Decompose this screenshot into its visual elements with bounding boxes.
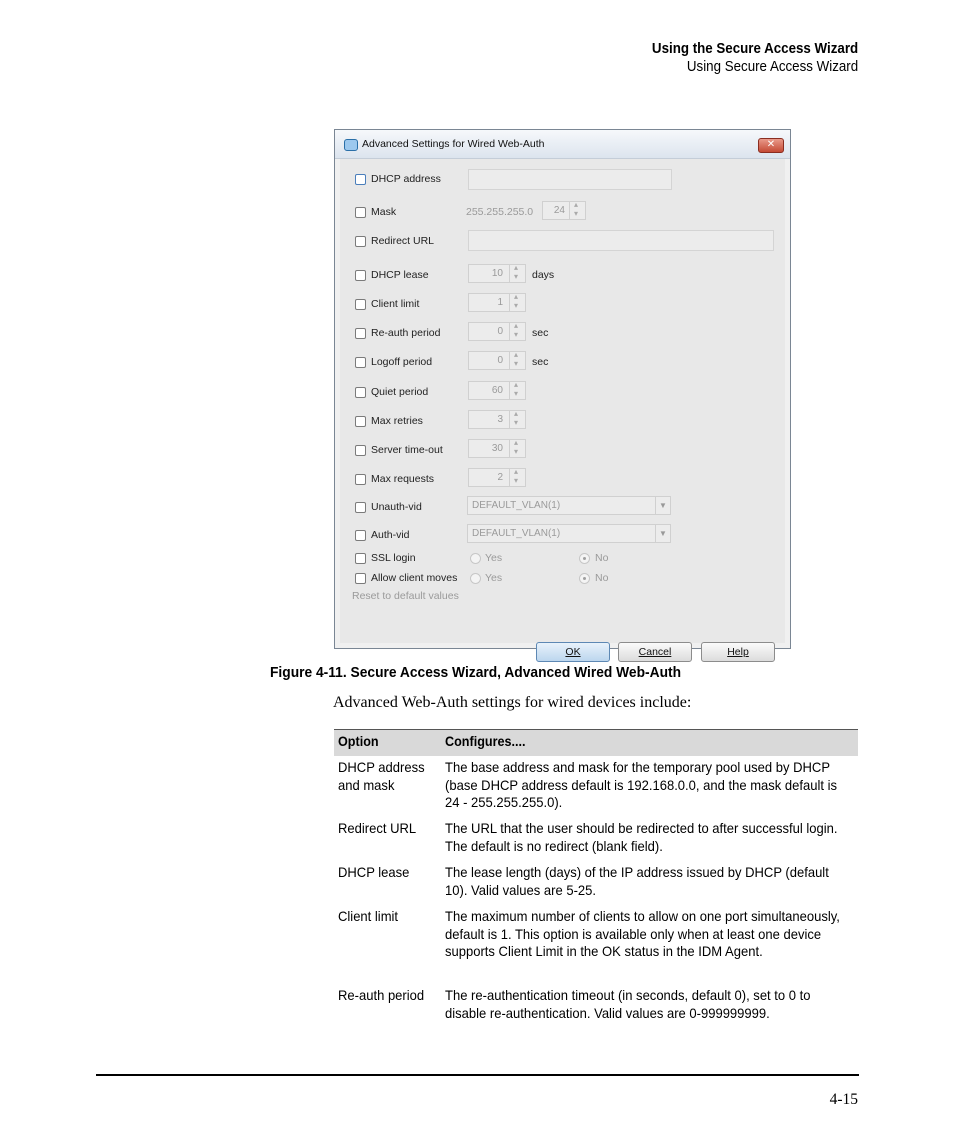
server-timeout-spinner[interactable] (468, 439, 526, 458)
reauth-period-unit: sec (532, 327, 549, 339)
quiet-period-value: 60 (491, 385, 503, 396)
table-cell-desc: The lease length (days) of the IP address issued by DHCP (default 10). Valid values are 5-25. (445, 864, 829, 898)
allow-client-moves-label: Allow client moves (371, 572, 458, 584)
table-cell-option: Client limit (338, 908, 399, 924)
reauth-period-checkbox[interactable] (355, 328, 366, 339)
dhcp-lease-spinner[interactable] (468, 264, 526, 283)
reauth-period-value: 0 (497, 326, 503, 337)
redirect-url-input[interactable] (468, 230, 774, 251)
max-requests-spinner[interactable] (468, 468, 526, 487)
server-timeout-checkbox[interactable] (355, 445, 366, 456)
allow-client-moves-no-label: No (595, 572, 609, 584)
max-requests-value: 2 (497, 472, 503, 483)
spinner-arrows-icon[interactable] (509, 411, 525, 428)
logoff-period-label: Logoff period (371, 356, 433, 368)
max-requests-label: Max requests (371, 473, 435, 485)
help-button[interactable] (701, 642, 775, 662)
dialog-title-bar[interactable] (335, 130, 790, 159)
auth-vid-checkbox[interactable] (355, 530, 366, 541)
running-header-chapter: Using the Secure Access Wizard (651, 41, 858, 57)
app-icon (344, 139, 358, 151)
dialog-title: Advanced Settings for Wired Web-Auth (362, 138, 545, 150)
page-number: 4-15 (829, 1091, 858, 1108)
cancel-button-label: Cancel (638, 646, 672, 658)
reauth-period-label: Re-auth period (371, 327, 441, 339)
mask-checkbox[interactable] (355, 207, 366, 218)
table-cell-desc: The maximum number of clients to allow on one port simultaneously, default is 1. This option is available only when at least one device supports Client Limit in the OK status in the IDM Agent. (445, 908, 840, 959)
ssl-login-label: SSL login (371, 552, 416, 564)
help-button-label: Help (727, 646, 749, 658)
table-cell-option: DHCP lease (338, 864, 410, 880)
mask-bits-value: 24 (553, 205, 565, 216)
figure-caption: Figure 4-11. Secure Access Wizard, Advanced Wired Web-Auth (270, 664, 682, 681)
spinner-arrows-icon[interactable] (509, 352, 525, 369)
ok-button[interactable] (536, 642, 610, 662)
cancel-button[interactable] (618, 642, 692, 662)
header-configures: Configures.... (445, 733, 526, 749)
allow-client-moves-yes-radio[interactable] (470, 573, 481, 584)
table-cell-desc: The re-authentication timeout (in seconds, default 0), set to 0 to disable re-authentication. Valid values are 0-999999999. (445, 987, 811, 1021)
spinner-arrows-icon[interactable] (509, 265, 525, 282)
table-cell-desc: The base address and mask for the temporary pool used by DHCP (base DHCP address default is 192.168.0.0, and the mask default is 24 - 255.255.255.0). (445, 759, 838, 810)
client-limit-checkbox[interactable] (355, 299, 366, 310)
ssl-login-no-label: No (595, 552, 609, 564)
max-retries-spinner[interactable] (468, 410, 526, 429)
max-requests-checkbox[interactable] (355, 474, 366, 485)
table-cell-desc: The URL that the user should be redirected to after successful login. The default is no redirect (blank field). (445, 820, 838, 854)
mask-label: Mask (371, 206, 397, 218)
client-limit-value: 1 (497, 297, 503, 308)
table-cell-option: Re-auth period (338, 987, 425, 1003)
reset-defaults-link[interactable]: Reset to default values (352, 590, 459, 602)
spinner-arrows-icon[interactable] (509, 294, 525, 311)
intro-paragraph: Advanced Web-Auth settings for wired devices include: (333, 694, 692, 711)
table-cell-option: DHCP address and mask (338, 759, 425, 793)
auth-vid-value: DEFAULT_VLAN(1) (472, 528, 561, 539)
dialog-body (340, 159, 785, 658)
ssl-login-no-radio[interactable] (579, 553, 590, 564)
spinner-arrows-icon[interactable] (509, 440, 525, 457)
close-icon[interactable]: ✕ (758, 138, 784, 153)
ssl-login-checkbox[interactable] (355, 553, 366, 564)
dhcp-lease-label: DHCP lease (371, 269, 429, 281)
chevron-down-icon[interactable]: ▼ (655, 525, 670, 542)
redirect-url-label: Redirect URL (371, 235, 435, 247)
quiet-period-label: Quiet period (371, 386, 429, 398)
client-limit-label: Client limit (371, 298, 420, 310)
redirect-url-checkbox[interactable] (355, 236, 366, 247)
table-header (334, 729, 858, 756)
server-timeout-label: Server time-out (371, 444, 443, 456)
dhcp-lease-unit: days (532, 269, 555, 281)
dhcp-address-checkbox[interactable] (355, 174, 366, 185)
logoff-period-unit: sec (532, 356, 549, 368)
allow-client-moves-yes-label: Yes (485, 572, 503, 584)
advanced-settings-dialog (334, 129, 791, 658)
ssl-login-yes-radio[interactable] (470, 553, 481, 564)
chevron-down-icon[interactable]: ▼ (655, 497, 670, 514)
max-retries-label: Max retries (371, 415, 423, 427)
running-header-section: Using Secure Access Wizard (686, 59, 858, 75)
unauth-vid-label: Unauth-vid (371, 501, 422, 513)
spinner-arrows-icon[interactable] (569, 202, 585, 219)
unauth-vid-checkbox[interactable] (355, 502, 366, 513)
unauth-vid-select[interactable] (467, 496, 671, 515)
dhcp-lease-checkbox[interactable] (355, 270, 366, 281)
logoff-period-checkbox[interactable] (355, 357, 366, 368)
allow-client-moves-no-radio[interactable] (579, 573, 590, 584)
table-cell-option: Redirect URL (338, 820, 417, 836)
mask-value: 255.255.255.0 (466, 206, 534, 218)
spinner-arrows-icon[interactable] (509, 323, 525, 340)
max-retries-checkbox[interactable] (355, 416, 366, 427)
quiet-period-checkbox[interactable] (355, 387, 366, 398)
reauth-period-spinner[interactable] (468, 322, 526, 341)
quiet-period-spinner[interactable] (468, 381, 526, 400)
auth-vid-select[interactable] (467, 524, 671, 543)
spinner-arrows-icon[interactable] (509, 469, 525, 486)
footer-rule (96, 1074, 859, 1076)
logoff-period-spinner[interactable] (468, 351, 526, 370)
mask-bits-spinner[interactable] (542, 201, 586, 220)
max-retries-value: 3 (497, 414, 503, 425)
unauth-vid-value: DEFAULT_VLAN(1) (472, 500, 561, 511)
logoff-period-value: 0 (497, 355, 503, 366)
client-limit-spinner[interactable] (468, 293, 526, 312)
dhcp-address-label: DHCP address (371, 173, 441, 185)
spinner-arrows-icon[interactable] (509, 382, 525, 399)
dhcp-lease-value: 10 (491, 268, 503, 279)
header-option: Option (338, 733, 379, 749)
server-timeout-value: 30 (491, 443, 503, 454)
allow-client-moves-checkbox[interactable] (355, 573, 366, 584)
ok-button-label: OK (565, 646, 581, 658)
dhcp-address-input[interactable] (468, 169, 672, 190)
auth-vid-label: Auth-vid (371, 529, 410, 541)
ssl-login-yes-label: Yes (485, 552, 503, 564)
